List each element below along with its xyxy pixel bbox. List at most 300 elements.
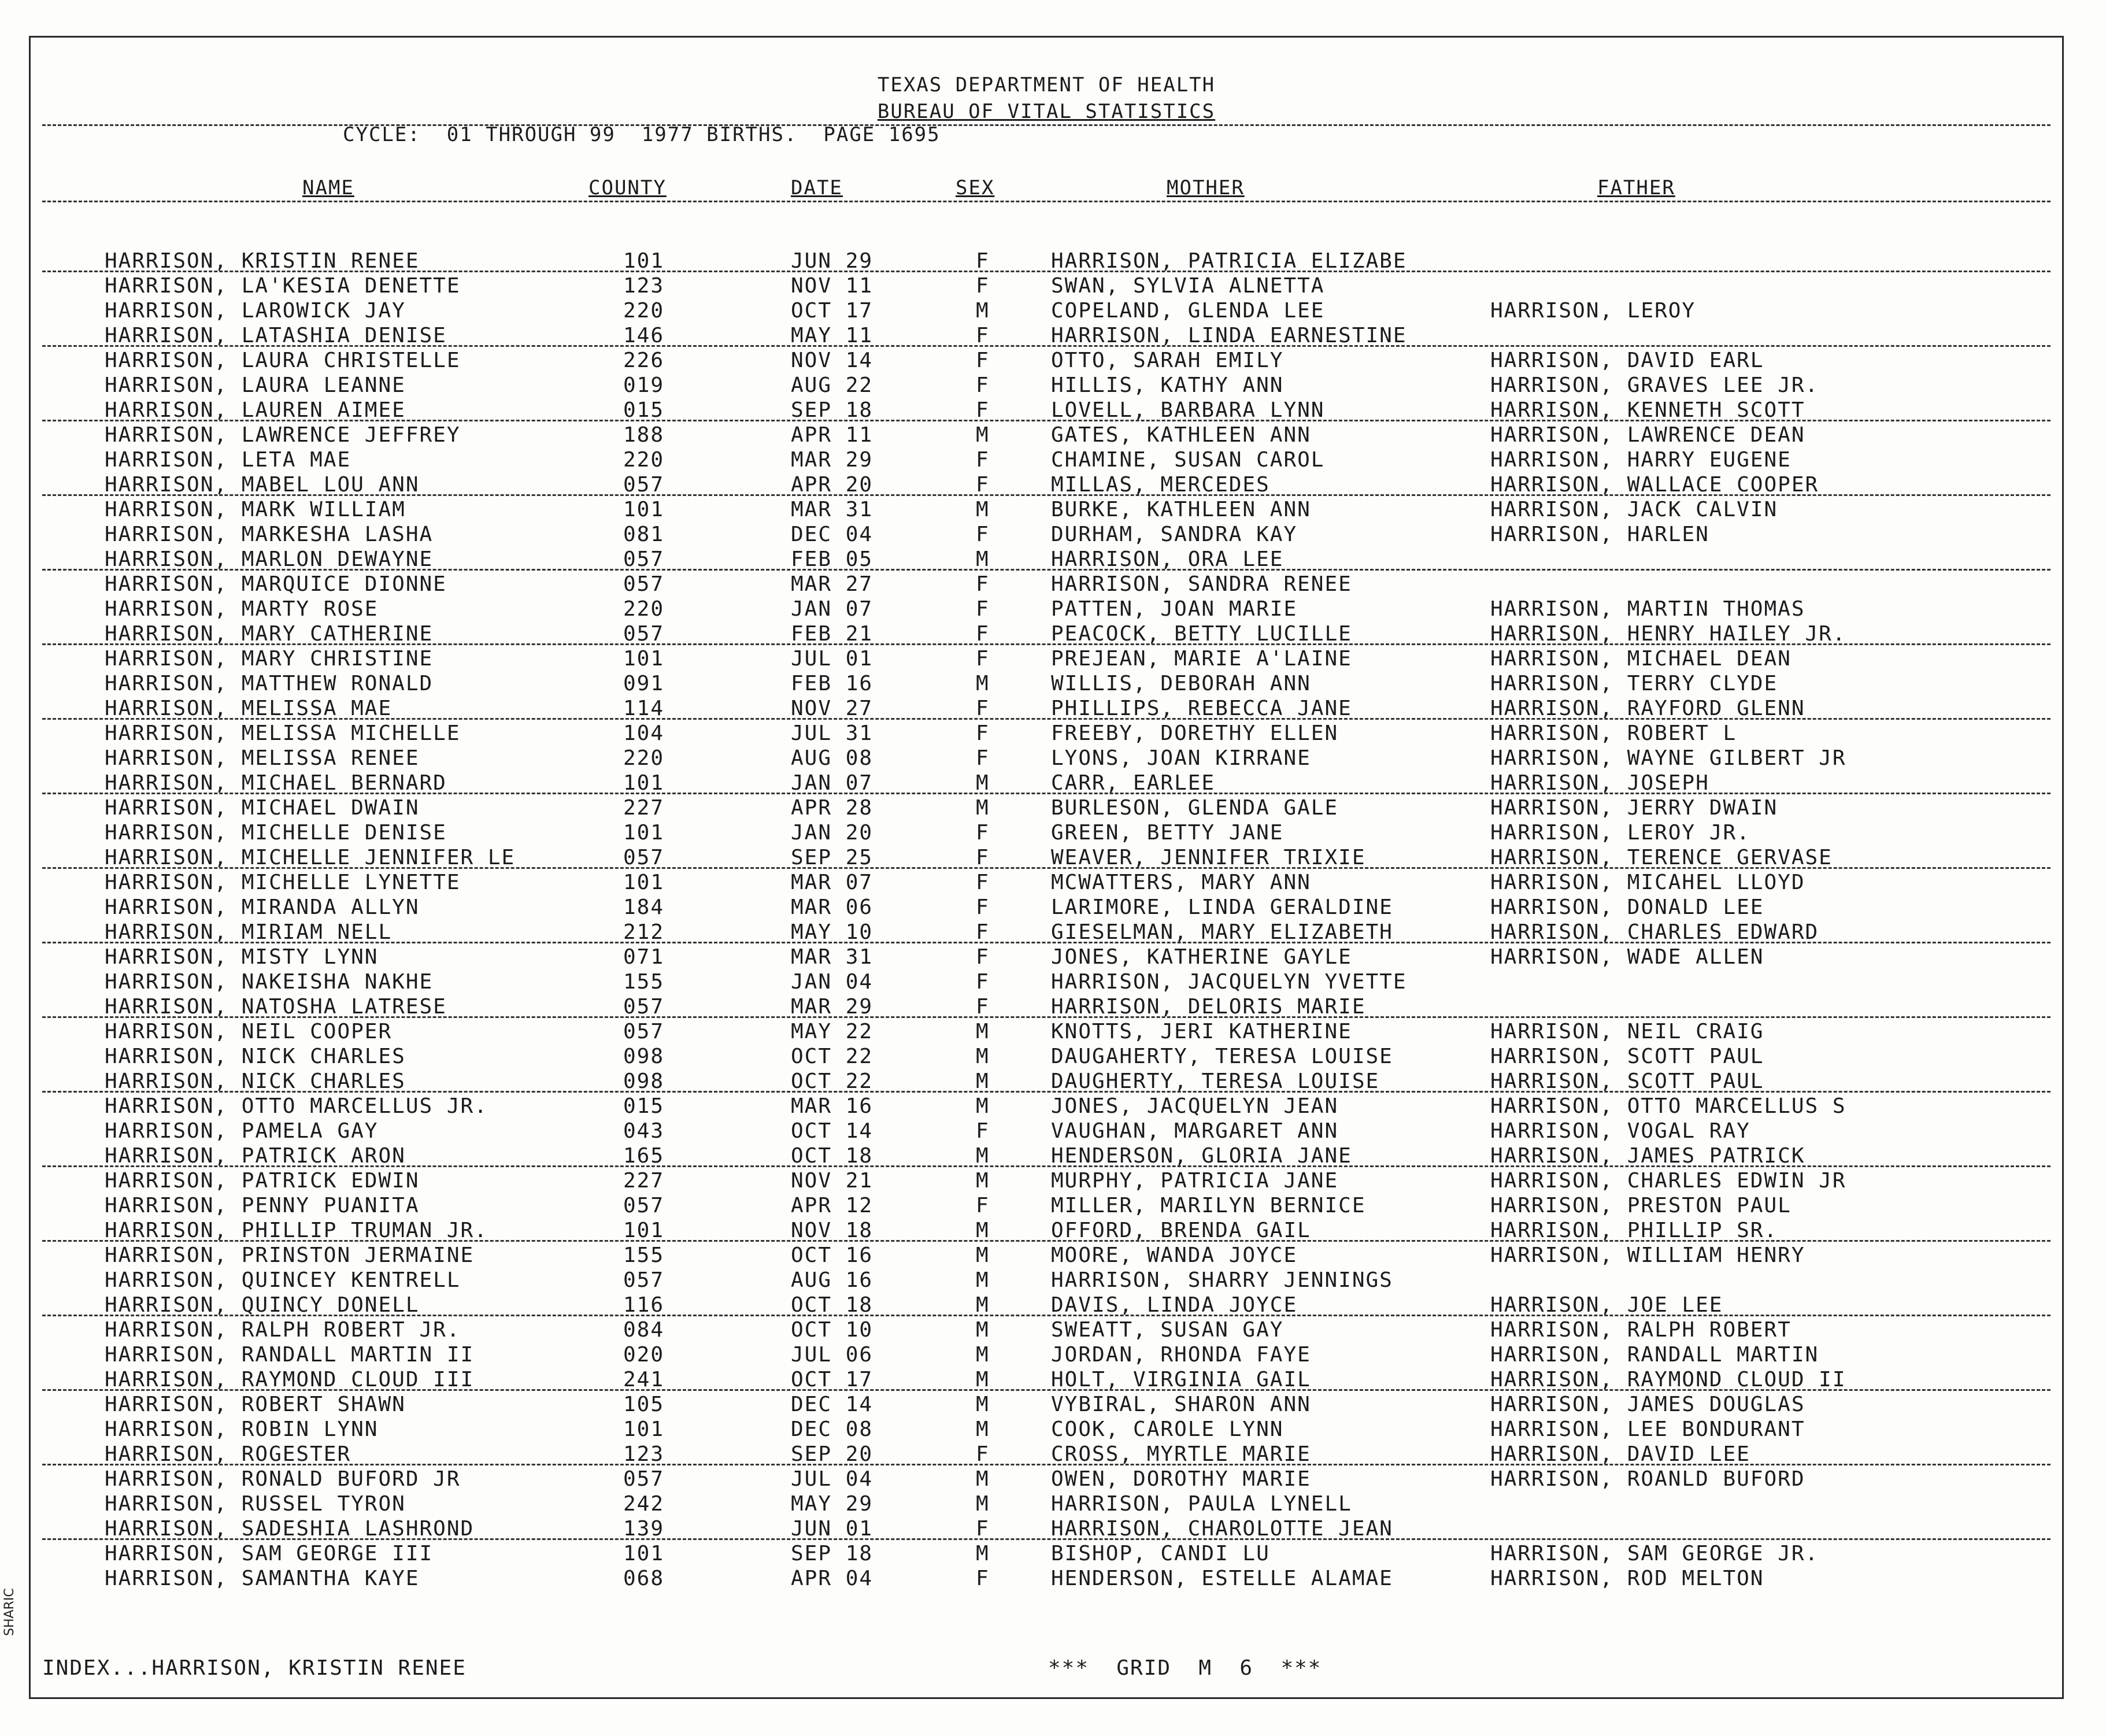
record-mother: GATES, KATHLEEN ANN [1051,423,1311,447]
record-father: HARRISON, HENRY HAILEY JR. [1490,622,1846,646]
record-county: 057 [623,1020,665,1043]
record-father: HARRISON, MICAHEL LLOYD [1490,871,1805,894]
record-date: JUL 31 [791,721,874,745]
record-sex: F [976,995,990,1019]
record-date: JUL 06 [791,1343,874,1367]
record-row [31,1094,2062,1119]
record-date: JAN 20 [791,821,874,845]
record-father: HARRISON, CHARLES EDWARD [1490,920,1819,944]
record-mother: COPELAND, GLENDA LEE [1051,299,1325,323]
record-county: 155 [623,970,665,994]
record-father: HARRISON, SCOTT PAUL [1490,1045,1764,1068]
side-label: SHARIC [2,1588,17,1636]
record-row [31,622,2062,647]
record-sex: F [976,871,990,894]
record-date: OCT 16 [791,1243,874,1267]
record-mother: MILLER, MARILYN BERNICE [1051,1194,1366,1217]
record-row [31,1119,2062,1144]
record-father: HARRISON, RAYFORD GLENN [1490,697,1805,720]
record-name: HARRISON, MICHELLE LYNETTE [105,871,461,894]
record-sex: M [976,299,990,323]
record-name: HARRISON, MIRIAM NELL [105,920,393,944]
record-sex: F [976,945,990,969]
record-row [31,1542,2062,1567]
record-name: HARRISON, LA'KESIA DENETTE [105,274,461,298]
record-sex: M [976,1318,990,1342]
record-father: HARRISON, JAMES DOUGLAS [1490,1393,1805,1416]
record-county: 165 [623,1144,665,1168]
record-name: HARRISON, PHILLIP TRUMAN JR. [105,1219,488,1242]
record-sex: F [976,473,990,497]
record-mother: MURPHY, PATRICIA JANE [1051,1169,1339,1193]
record-county: 123 [623,1442,665,1466]
record-sex: M [976,1094,990,1118]
record-county: 105 [623,1393,665,1416]
record-mother: JONES, KATHERINE GAYLE [1051,945,1352,969]
record-father: HARRISON, JERRY DWAIN [1490,796,1778,820]
record-county: 101 [623,871,665,894]
record-name: HARRISON, MIRANDA ALLYN [105,895,420,919]
record-row [31,1517,2062,1542]
record-date: JAN 07 [791,597,874,621]
record-name: HARRISON, MICHAEL DWAIN [105,796,420,820]
record-sex: M [976,1045,990,1068]
record-sex: F [976,920,990,944]
record-father: HARRISON, DAVID EARL [1490,349,1764,372]
record-row [31,1393,2062,1417]
document-frame [29,36,2064,1699]
record-row [31,249,2062,274]
record-sex: F [976,1119,990,1143]
column-header-name: NAME [302,176,354,199]
record-sex: M [976,1293,990,1317]
record-name: HARRISON, RONALD BUFORD JR [105,1467,461,1491]
record-date: OCT 18 [791,1293,874,1317]
record-name: HARRISON, RALPH ROBERT JR. [105,1318,461,1342]
record-name: HARRISON, LATASHIA DENISE [105,324,447,347]
record-row [31,324,2062,349]
record-mother: PREJEAN, MARIE A'LAINE [1051,647,1352,671]
record-name: HARRISON, MARLON DEWAYNE [105,547,434,571]
record-name: HARRISON, NEIL COOPER [105,1020,393,1043]
record-father: HARRISON, RANDALL MARTIN [1490,1343,1819,1367]
record-mother: WILLIS, DEBORAH ANN [1051,672,1311,695]
record-mother: DAUGAHERTY, TERESA LOUISE [1051,1045,1393,1068]
record-sex: M [976,1069,990,1093]
record-father: HARRISON, RALPH ROBERT [1490,1318,1792,1342]
record-date: OCT 17 [791,1368,874,1391]
record-father: HARRISON, TERENCE GERVASE [1490,846,1833,869]
record-sex: M [976,796,990,820]
record-father: HARRISON, WALLACE COOPER [1490,473,1819,497]
divider [42,201,2051,202]
record-sex: M [976,1020,990,1043]
record-mother: HARRISON, CHAROLOTTE JEAN [1051,1517,1393,1541]
record-sex: M [976,498,990,521]
record-sex: M [976,771,990,795]
record-mother: HARRISON, PAULA LYNELL [1051,1492,1352,1516]
record-date: MAR 31 [791,498,874,521]
record-name: HARRISON, LAURA LEANNE [105,373,406,397]
record-name: HARRISON, MICHELLE JENNIFER LE [105,846,516,869]
record-county: 155 [623,1243,665,1267]
record-row [31,846,2062,871]
record-date: SEP 18 [791,1542,874,1565]
record-row [31,647,2062,672]
record-sex: F [976,1517,990,1541]
record-date: OCT 17 [791,299,874,323]
record-date: FEB 21 [791,622,874,646]
record-name: HARRISON, MELISSA MAE [105,697,393,720]
record-row [31,771,2062,796]
record-date: MAR 27 [791,572,874,596]
record-mother: LOVELL, BARBARA LYNN [1051,398,1325,422]
record-name: HARRISON, MARQUICE DIONNE [105,572,447,596]
record-name: HARRISON, MARY CHRISTINE [105,647,434,671]
record-date: MAR 29 [791,448,874,472]
record-date: JAN 04 [791,970,874,994]
record-row [31,746,2062,771]
record-row [31,274,2062,299]
record-mother: HENDERSON, GLORIA JANE [1051,1144,1352,1168]
record-sex: F [976,1567,990,1590]
column-header-date: DATE [791,176,843,199]
record-sex: M [976,1467,990,1491]
record-date: MAY 11 [791,324,874,347]
record-mother: OTTO, SARAH EMILY [1051,349,1284,372]
record-name: HARRISON, ROGESTER [105,1442,351,1466]
record-mother: HARRISON, PATRICIA ELIZABE [1051,249,1407,273]
record-mother: PATTEN, JOAN MARIE [1051,597,1298,621]
record-date: DEC 14 [791,1393,874,1416]
record-date: SEP 25 [791,846,874,869]
record-county: 019 [623,373,665,397]
column-header-mother: MOTHER [1167,176,1245,199]
record-date: FEB 05 [791,547,874,571]
record-sex: F [976,821,990,845]
record-name: HARRISON, MICHELLE DENISE [105,821,447,845]
record-sex: M [976,1144,990,1168]
record-county: 057 [623,1467,665,1491]
record-row [31,1567,2062,1591]
record-father: HARRISON, DONALD LEE [1490,895,1764,919]
cycle-line: CYCLE: 01 THROUGH 99 1977 BIRTHS. PAGE 1695 [343,123,941,146]
record-father: HARRISON, KENNETH SCOTT [1490,398,1805,422]
record-mother: COOK, CAROLE LYNN [1051,1417,1284,1441]
record-county: 146 [623,324,665,347]
record-row [31,349,2062,373]
record-father: HARRISON, NEIL CRAIG [1490,1020,1764,1043]
record-sex: M [976,423,990,447]
record-county: 101 [623,771,665,795]
record-name: HARRISON, PATRICK EDWIN [105,1169,420,1193]
record-county: 116 [623,1293,665,1317]
record-date: MAY 29 [791,1492,874,1516]
record-row [31,796,2062,821]
record-county: 057 [623,547,665,571]
record-name: HARRISON, RAYMOND CLOUD III [105,1368,475,1391]
record-county: 057 [623,622,665,646]
record-county: 220 [623,448,665,472]
record-sex: M [976,1368,990,1391]
record-county: 098 [623,1069,665,1093]
record-date: MAY 10 [791,920,874,944]
record-date: NOV 21 [791,1169,874,1193]
record-name: HARRISON, NATOSHA LATRESE [105,995,447,1019]
record-sex: F [976,970,990,994]
record-sex: F [976,895,990,919]
record-county: 227 [623,796,665,820]
record-mother: LYONS, JOAN KIRRANE [1051,746,1311,770]
record-county: 068 [623,1567,665,1590]
record-name: HARRISON, SAMANTHA KAYE [105,1567,420,1590]
record-date: MAR 07 [791,871,874,894]
record-father: HARRISON, WILLIAM HENRY [1490,1243,1805,1267]
record-father: HARRISON, PHILLIP SR. [1490,1219,1778,1242]
record-row [31,920,2062,945]
record-mother: MOORE, WANDA JOYCE [1051,1243,1298,1267]
record-mother: SWEATT, SUSAN GAY [1051,1318,1284,1342]
record-name: HARRISON, NAKEISHA NAKHE [105,970,434,994]
record-date: AUG 16 [791,1268,874,1292]
record-mother: CHAMINE, SUSAN CAROL [1051,448,1325,472]
record-county: 212 [623,920,665,944]
record-row [31,1442,2062,1467]
record-row [31,1368,2062,1393]
record-name: HARRISON, RANDALL MARTIN II [105,1343,475,1367]
grid-label: *** GRID M 6 *** [1048,1656,1322,1680]
record-row [31,373,2062,398]
record-sex: F [976,622,990,646]
record-sex: F [976,373,990,397]
record-father: HARRISON, CHARLES EDWIN JR [1490,1169,1846,1193]
record-county: 057 [623,995,665,1019]
record-row [31,1194,2062,1219]
record-mother: GIESELMAN, MARY ELIZABETH [1051,920,1393,944]
record-mother: JONES, JACQUELYN JEAN [1051,1094,1339,1118]
records-list [31,249,2062,1591]
record-father: HARRISON, GRAVES LEE JR. [1490,373,1819,397]
record-mother: MILLAS, MERCEDES [1051,473,1270,497]
record-county: 220 [623,597,665,621]
record-mother: OFFORD, BRENDA GAIL [1051,1219,1311,1242]
record-father: HARRISON, DAVID LEE [1490,1442,1750,1466]
record-father: HARRISON, WAYNE GILBERT JR [1490,746,1846,770]
record-county: 101 [623,1219,665,1242]
record-date: APR 12 [791,1194,874,1217]
record-name: HARRISON, LAURA CHRISTELLE [105,349,461,372]
record-county: 098 [623,1045,665,1068]
record-county: 091 [623,672,665,695]
record-date: NOV 14 [791,349,874,372]
record-name: HARRISON, QUINCEY KENTRELL [105,1268,461,1292]
record-row [31,721,2062,746]
record-date: JAN 07 [791,771,874,795]
record-name: HARRISON, OTTO MARCELLUS JR. [105,1094,488,1118]
record-county: 242 [623,1492,665,1516]
record-row [31,672,2062,697]
record-father: HARRISON, OTTO MARCELLUS S [1490,1094,1846,1118]
record-date: MAR 16 [791,1094,874,1118]
record-row [31,1020,2062,1045]
record-date: OCT 18 [791,1144,874,1168]
record-row [31,498,2062,523]
record-row [31,423,2062,448]
record-father: HARRISON, ROANLD BUFORD [1490,1467,1805,1491]
record-row [31,1144,2062,1169]
record-sex: M [976,1417,990,1441]
record-row [31,697,2062,721]
record-date: NOV 18 [791,1219,874,1242]
record-row [31,1417,2062,1442]
record-row [31,1293,2062,1318]
record-row [31,547,2062,572]
record-county: 081 [623,523,665,546]
record-row [31,299,2062,324]
record-sex: F [976,448,990,472]
record-name: HARRISON, MARTY ROSE [105,597,379,621]
record-county: 043 [623,1119,665,1143]
record-sex: F [976,746,990,770]
record-sex: F [976,1194,990,1217]
record-sex: F [976,1442,990,1466]
record-father: HARRISON, ROD MELTON [1490,1567,1764,1590]
record-mother: VAUGHAN, MARGARET ANN [1051,1119,1339,1143]
record-sex: F [976,324,990,347]
record-name: HARRISON, MISTY LYNN [105,945,379,969]
record-sex: M [976,672,990,695]
record-sex: M [976,1268,990,1292]
record-father: HARRISON, TERRY CLYDE [1490,672,1778,695]
record-date: DEC 04 [791,523,874,546]
record-sex: F [976,349,990,372]
record-date: MAR 29 [791,995,874,1019]
record-father: HARRISON, JAMES PATRICK [1490,1144,1805,1168]
record-mother: PEACOCK, BETTY LUCILLE [1051,622,1352,646]
record-date: OCT 14 [791,1119,874,1143]
record-mother: DAUGHERTY, TERESA LOUISE [1051,1069,1380,1093]
record-mother: DURHAM, SANDRA KAY [1051,523,1298,546]
record-name: HARRISON, MELISSA MICHELLE [105,721,461,745]
record-mother: GREEN, BETTY JANE [1051,821,1284,845]
record-county: 101 [623,1417,665,1441]
record-date: APR 28 [791,796,874,820]
record-sex: F [976,274,990,298]
record-mother: MCWATTERS, MARY ANN [1051,871,1311,894]
record-mother: PHILLIPS, REBECCA JANE [1051,697,1352,720]
record-county: 084 [623,1318,665,1342]
record-row [31,597,2062,622]
record-name: HARRISON, LAWRENCE JEFFREY [105,423,461,447]
bureau-title: BUREAU OF VITAL STATISTICS [877,100,1216,123]
record-father: HARRISON, JOSEPH [1490,771,1709,795]
record-father: HARRISON, JACK CALVIN [1490,498,1778,521]
record-mother: FREEBY, DORETHY ELLEN [1051,721,1339,745]
record-father: HARRISON, LEROY JR. [1490,821,1750,845]
record-mother: DAVIS, LINDA JOYCE [1051,1293,1298,1317]
index-line: INDEX...HARRISON, KRISTIN RENEE [42,1656,467,1680]
record-date: MAR 31 [791,945,874,969]
record-row [31,1219,2062,1243]
record-mother: BURLESON, GLENDA GALE [1051,796,1339,820]
record-father: HARRISON, LEE BONDURANT [1490,1417,1805,1441]
record-county: 101 [623,647,665,671]
record-sex: F [976,572,990,596]
record-name: HARRISON, LETA MAE [105,448,351,472]
record-county: 114 [623,697,665,720]
record-county: 104 [623,721,665,745]
record-date: FEB 16 [791,672,874,695]
record-name: HARRISON, ROBIN LYNN [105,1417,379,1441]
record-father: HARRISON, HARRY EUGENE [1490,448,1792,472]
record-father: HARRISON, SAM GEORGE JR. [1490,1542,1819,1565]
record-county: 057 [623,572,665,596]
record-row [31,1069,2062,1094]
record-county: 220 [623,746,665,770]
record-county: 220 [623,299,665,323]
record-name: HARRISON, MATTHEW RONALD [105,672,434,695]
department-title: TEXAS DEPARTMENT OF HEALTH [877,73,1216,97]
record-mother: KNOTTS, JERI KATHERINE [1051,1020,1352,1043]
record-date: APR 11 [791,423,874,447]
record-row [31,1169,2062,1194]
record-row [31,523,2062,547]
record-name: HARRISON, MELISSA RENEE [105,746,420,770]
record-mother: HENDERSON, ESTELLE ALAMAE [1051,1567,1393,1590]
record-father: HARRISON, RAYMOND CLOUD II [1490,1368,1846,1391]
record-name: HARRISON, NICK CHARLES [105,1069,406,1093]
record-county: 101 [623,249,665,273]
record-county: 057 [623,473,665,497]
record-sex: F [976,523,990,546]
record-row [31,1343,2062,1368]
record-date: SEP 18 [791,398,874,422]
record-date: OCT 22 [791,1045,874,1068]
record-row [31,448,2062,473]
record-row [31,1045,2062,1069]
record-mother: HOLT, VIRGINIA GAIL [1051,1368,1311,1391]
record-county: 188 [623,423,665,447]
record-mother: WEAVER, JENNIFER TRIXIE [1051,846,1366,869]
record-county: 015 [623,1094,665,1118]
record-mother: BISHOP, CANDI LU [1051,1542,1270,1565]
record-sex: M [976,1169,990,1193]
record-name: HARRISON, LAROWICK JAY [105,299,406,323]
record-sex: F [976,647,990,671]
column-header-county: COUNTY [589,176,667,199]
record-name: HARRISON, PAMELA GAY [105,1119,379,1143]
record-father: HARRISON, LAWRENCE DEAN [1490,423,1805,447]
record-sex: M [976,1492,990,1516]
record-date: JUN 29 [791,249,874,273]
record-row [31,572,2062,597]
record-row [31,821,2062,846]
record-name: HARRISON, ROBERT SHAWN [105,1393,406,1416]
record-date: AUG 22 [791,373,874,397]
record-county: 241 [623,1368,665,1391]
record-county: 139 [623,1517,665,1541]
record-county: 020 [623,1343,665,1367]
column-header-sex: SEX [956,176,995,199]
record-row [31,1492,2062,1517]
record-date: MAY 22 [791,1020,874,1043]
record-father: HARRISON, MICHAEL DEAN [1490,647,1792,671]
record-father: HARRISON, HARLEN [1490,523,1709,546]
record-date: NOV 11 [791,274,874,298]
record-sex: F [976,398,990,422]
record-row [31,995,2062,1020]
record-row [31,895,2062,920]
